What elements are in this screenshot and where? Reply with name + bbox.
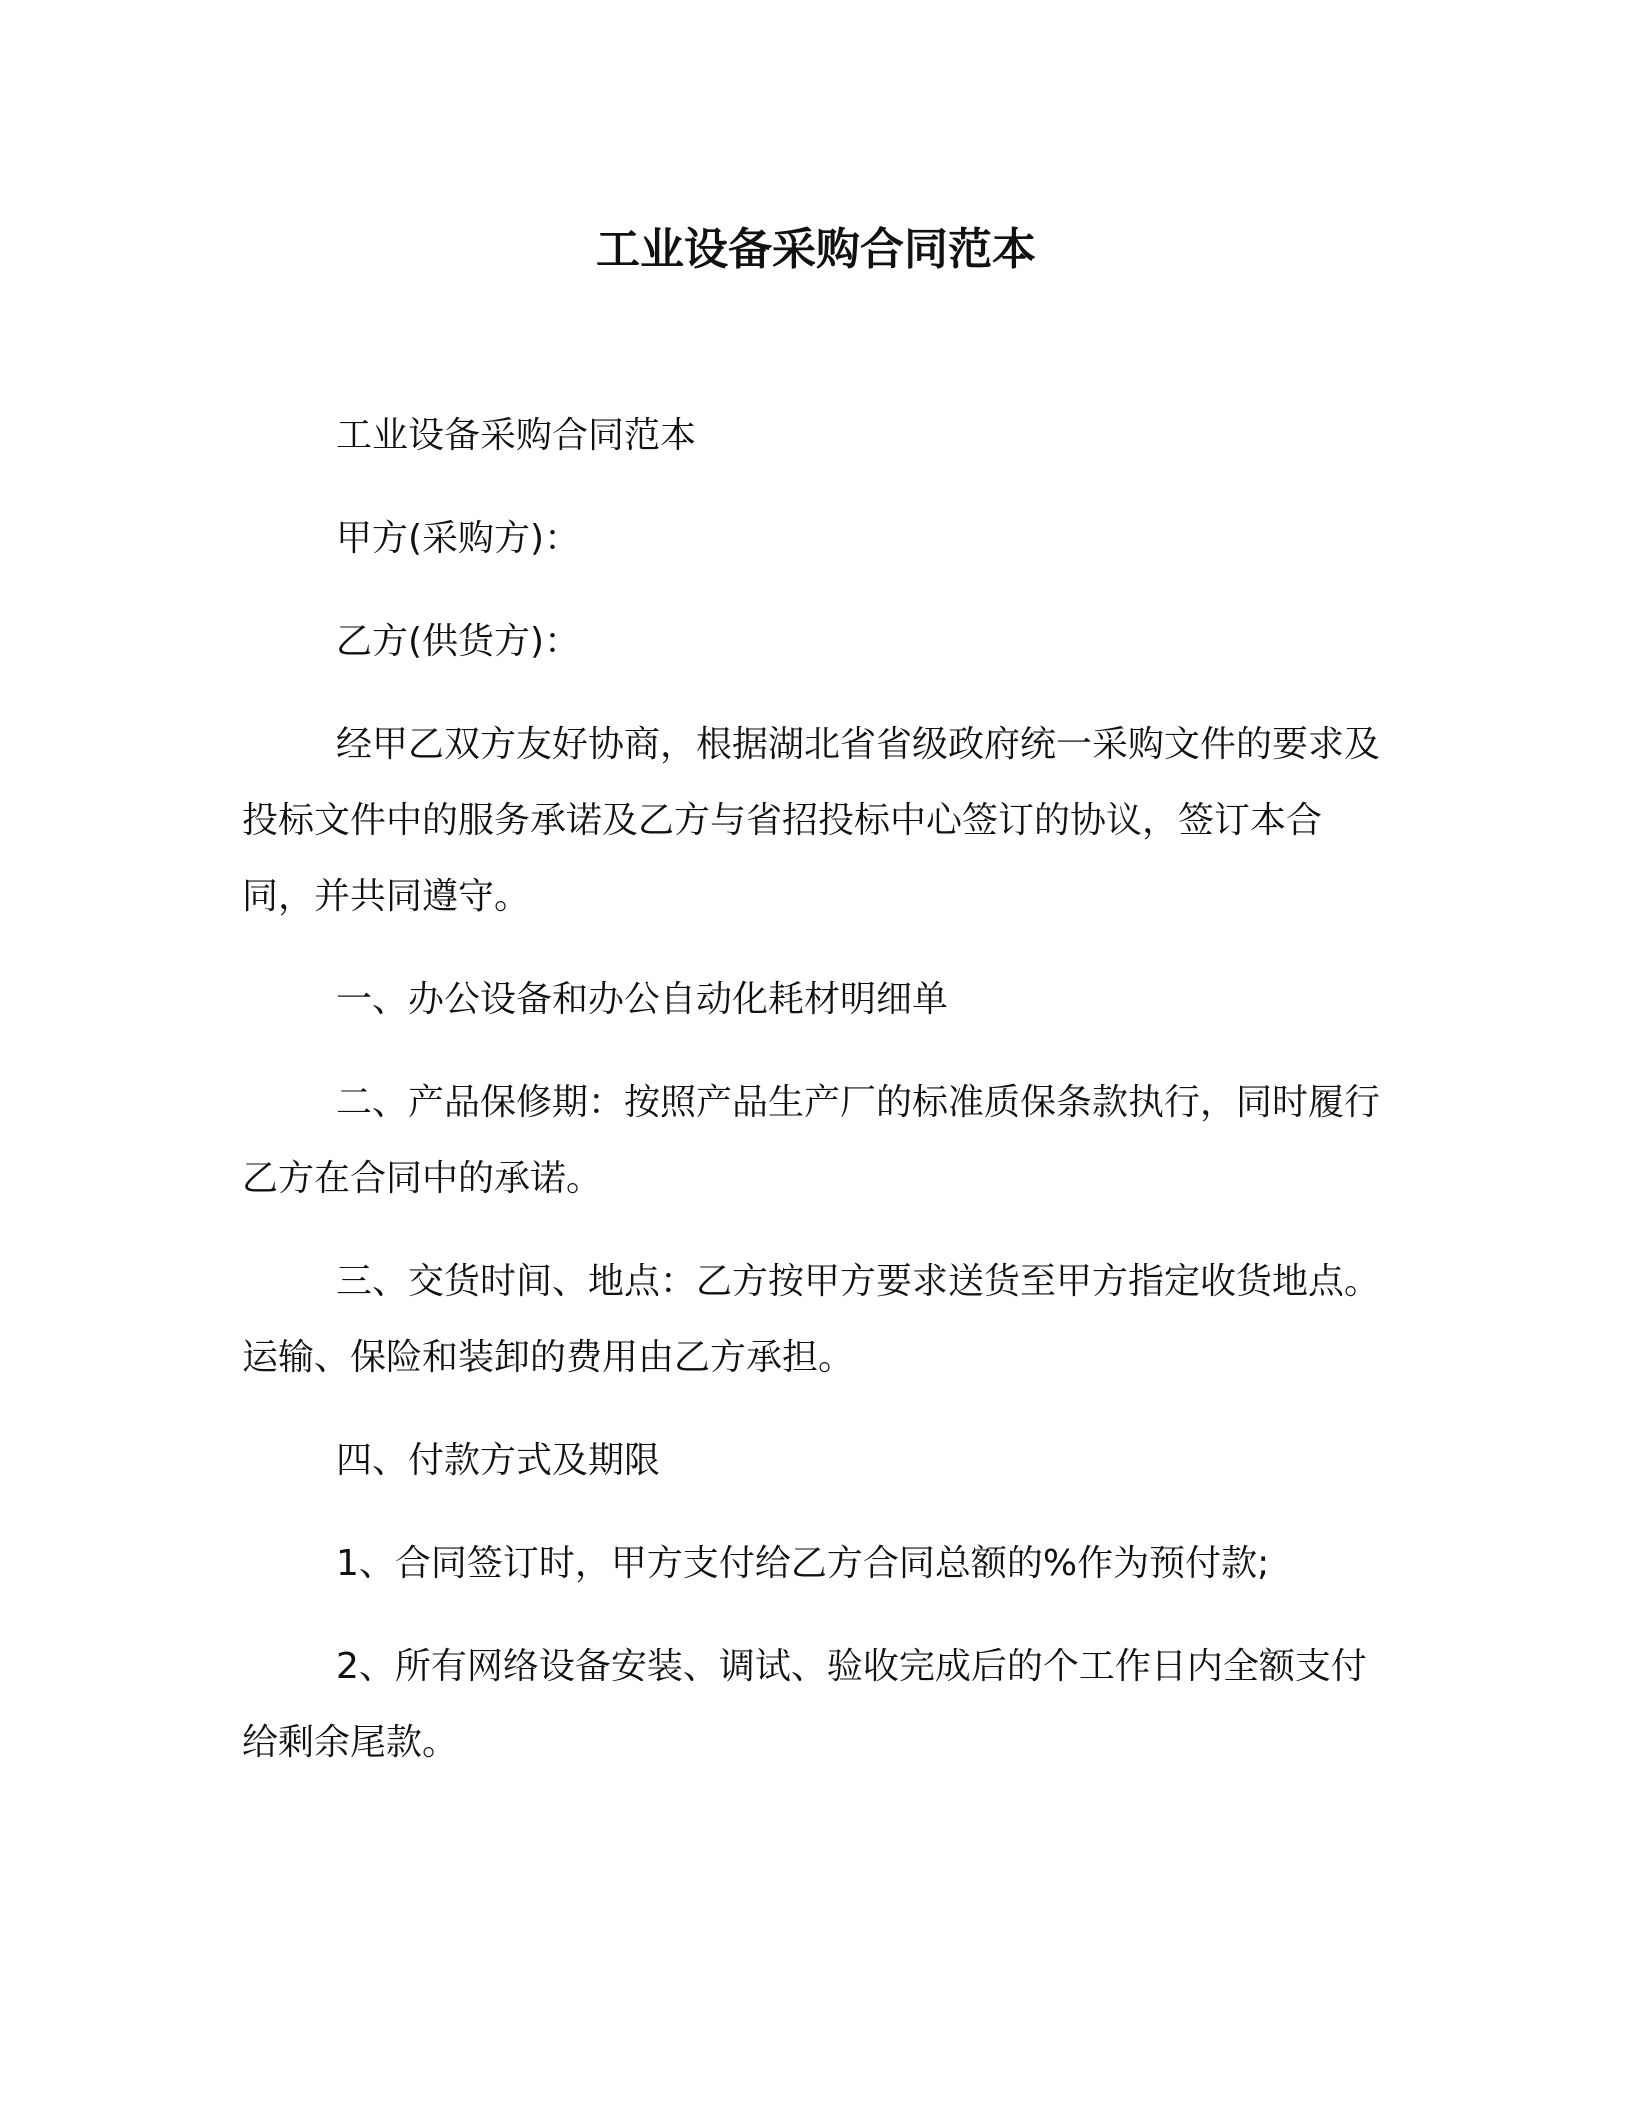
paragraph-section-3: 三、交货时间、地点：乙方按甲方要求送货至甲方指定收货地点。运输、保险和装卸的费用由乙方承担。 (242, 1261, 1381, 1378)
paragraph-payment-1: 1、合同签订时，甲方支付给乙方合同总额的%作为预付款; (336, 1543, 1270, 1584)
document-body (242, 398, 1392, 1808)
paragraph-subtitle: 工业设备采购合同范本 (336, 415, 697, 456)
paragraph-payment-2: 2、所有网络设备安装、调试、验收完成后的个工作日内全额支付给剩余尾款。 (242, 1646, 1367, 1763)
document-title: 工业设备采购合同范本 (596, 224, 1036, 275)
paragraph-section-2: 二、产品保修期：按照产品生产厂的标准质保条款执行，同时履行乙方在合同中的承诺。 (242, 1082, 1381, 1199)
paragraph-party-a: 甲方(采购方)： (336, 518, 581, 559)
paragraph-section-4: 四、付款方式及期限 (336, 1440, 661, 1481)
paragraph-section-1: 一、办公设备和办公自动化耗材明细单 (336, 979, 949, 1020)
paragraph-preamble: 经甲乙双方友好协商，根据湖北省省级政府统一采购文件的要求及投标文件中的服务承诺及乙方与省招投标中心签订的协议，签订本合同，并共同遵守。 (242, 724, 1381, 917)
paragraph-party-b: 乙方(供货方)： (336, 621, 581, 662)
